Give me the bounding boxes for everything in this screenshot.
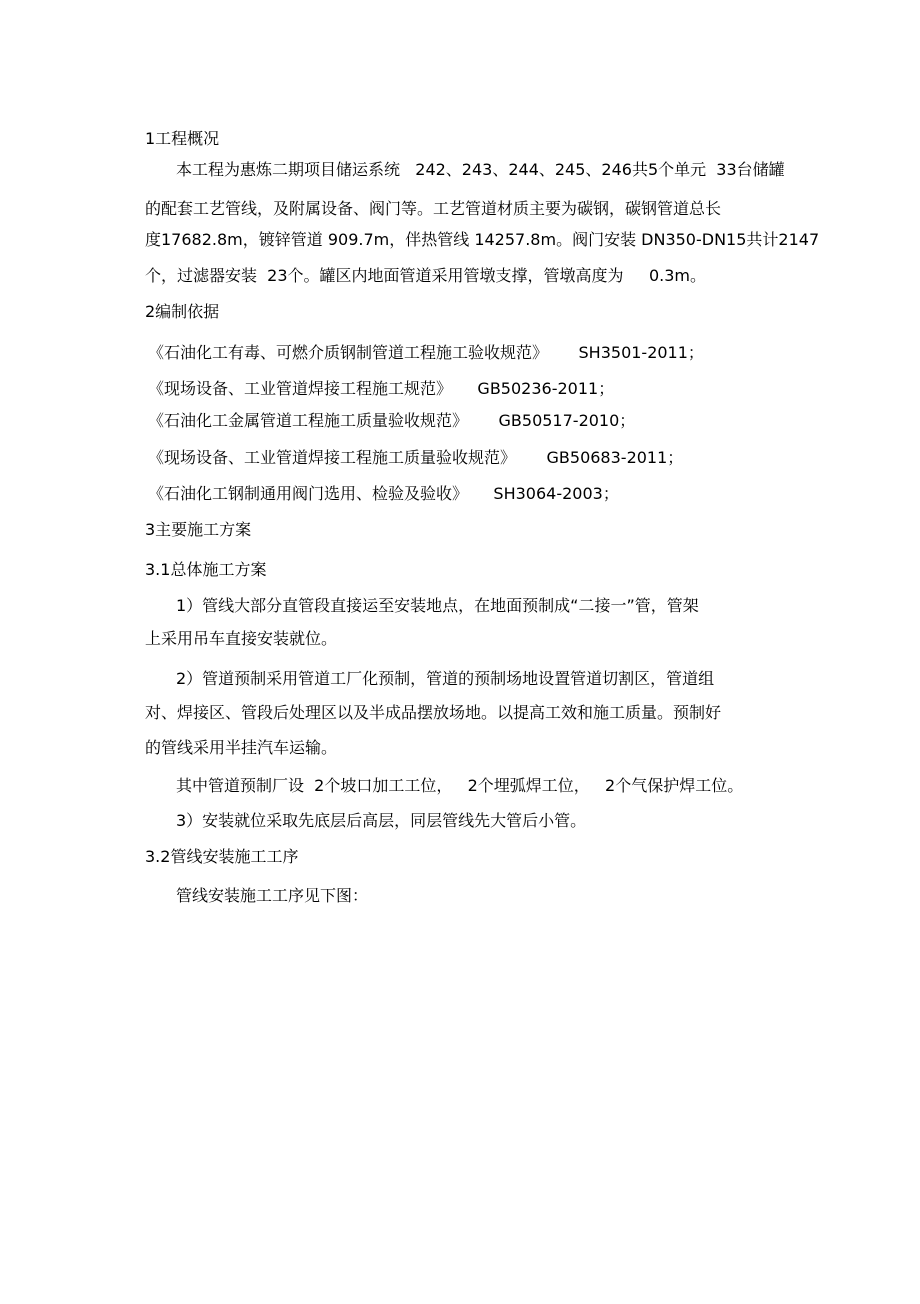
paragraph-line: 的配套工艺管线，及附属设备、阀门等。工艺管道材质主要为碳钢，碳钢管道总长 xyxy=(145,199,722,218)
paragraph-line: 管线安装施工工序见下图： xyxy=(176,886,369,905)
paragraph-line: 2）管道预制采用管道工厂化预制，管道的预制场地设置管道切割区，管道组 xyxy=(176,669,715,688)
subsection-heading-3-2: 3.2管线安装施工工序 xyxy=(145,847,299,866)
paragraph-line: 1）管线大部分直管段直接运至安装地点，在地面预制成“二接一”管，管架 xyxy=(176,596,699,615)
reference-item: 《现场设备、工业管道焊接工程施工质量验收规范》 GB50683-2011； xyxy=(148,448,684,467)
reference-item: 《石油化工金属管道工程施工质量验收规范》 GB50517-2010； xyxy=(148,411,636,430)
reference-item: 《现场设备、工业管道焊接工程施工规范》 GB50236-2011； xyxy=(148,379,615,398)
paragraph-line: 本工程为惠炼二期项目储运系统 242、243、244、245、246共5个单元 33台储罐 xyxy=(176,160,785,179)
paragraph-line: 上采用吊车直接安装就位。 xyxy=(145,629,338,648)
reference-item: 《石油化工钢制通用阀门选用、检验及验收》 SH3064-2003； xyxy=(148,484,619,503)
reference-item: 《石油化工有毒、可燃介质钢制管道工程施工验收规范》 SH3501-2011； xyxy=(148,343,704,362)
paragraph-line: 其中管道预制厂设 2个坡口加工工位， 2个埋弧焊工位， 2个气保护焊工位。 xyxy=(176,776,744,795)
paragraph-line: 的管线采用半挂汽车运输。 xyxy=(145,738,338,757)
paragraph-line: 对、焊接区、管段后处理区以及半成品摆放场地。以提高工效和施工质量。预制好 xyxy=(145,703,722,722)
section-heading-1: 1工程概况 xyxy=(145,129,220,148)
section-heading-3: 3主要施工方案 xyxy=(145,520,252,539)
paragraph-line: 度17682.8m，镀锌管道 909.7m，伴热管线 14257.8m。阀门安装 DN350-DN15共计2147 xyxy=(145,230,820,249)
paragraph-line: 个，过滤器安装 23个。罐区内地面管道采用管墩支撑，管墩高度为 0.3m。 xyxy=(145,266,706,285)
subsection-heading-3-1: 3.1总体施工方案 xyxy=(145,560,267,579)
paragraph-line: 3）安装就位采取先底层后高层，同层管线先大管后小管。 xyxy=(176,811,587,830)
section-heading-2: 2编制依据 xyxy=(145,302,220,321)
